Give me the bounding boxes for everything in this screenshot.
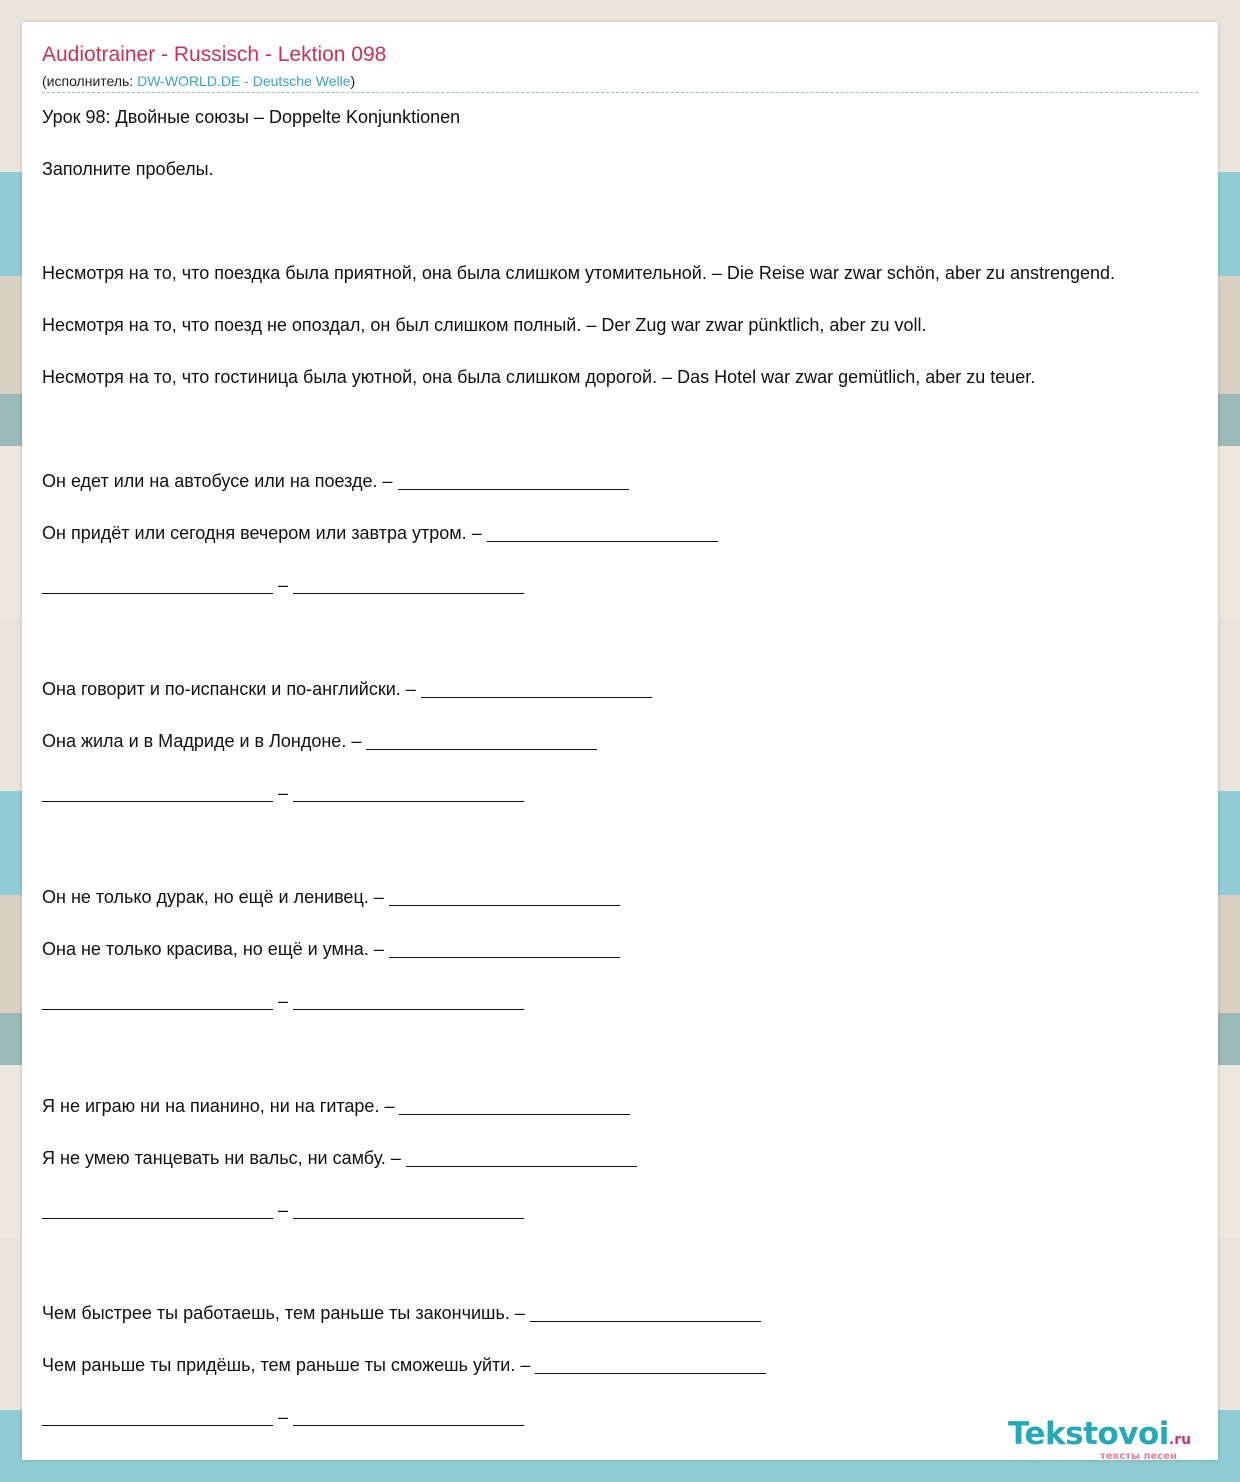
exercise-item xyxy=(42,938,620,960)
exercise-item xyxy=(42,1095,630,1117)
exercise-text: Он придёт или сегодня вечером или завтра утром. – xyxy=(42,523,482,543)
exercise-item xyxy=(42,1354,766,1376)
answer-blank xyxy=(535,1373,766,1374)
artist-byline xyxy=(42,73,355,89)
answer-blank xyxy=(293,593,524,594)
pair-separator: – xyxy=(278,783,289,803)
answer-blank xyxy=(42,593,273,594)
exercise-item xyxy=(42,522,718,544)
logo-brand: Tekstovoi xyxy=(1008,1416,1169,1452)
exercise-text: Чем раньше ты придёшь, тем раньше ты сможешь уйти. – xyxy=(42,1355,531,1375)
exercise-text: Она говорит и по-испански и по-английски. – xyxy=(42,679,416,699)
page-title: Audiotrainer - Russisch - Lektion 098 xyxy=(42,43,387,66)
example-sentence: Несмотря на то, что гостиница была уютной, она была слишком дорогой. – Das Hotel war zwar gemütlich, aber zu teuer. xyxy=(42,367,1036,387)
answer-blank xyxy=(487,541,718,542)
answer-blank xyxy=(389,905,620,906)
site-logo[interactable] xyxy=(1008,1416,1192,1462)
answer-blank xyxy=(398,489,629,490)
blank-pair xyxy=(42,1406,524,1428)
logo-tagline: тексты песен xyxy=(1100,1451,1177,1462)
answer-blank xyxy=(530,1321,761,1322)
example-sentence: Несмотря на то, что поезд не опоздал, он был слишком полный. – Der Zug war zwar pünktlich, aber zu voll. xyxy=(42,315,927,335)
lesson-title: Урок 98: Двойные союзы – Doppelte Konjunktionen xyxy=(42,107,461,127)
blank-pair xyxy=(42,574,524,596)
answer-blank xyxy=(42,1009,273,1010)
exercise-text: Чем быстрее ты работаешь, тем раньше ты закончишь. – xyxy=(42,1303,525,1323)
answer-blank xyxy=(42,801,273,802)
answer-blank xyxy=(42,1218,273,1219)
answer-blank xyxy=(293,801,524,802)
blank-pair xyxy=(42,782,524,804)
pair-separator: – xyxy=(278,575,289,595)
instruction-text: Заполните пробелы. xyxy=(42,159,214,179)
exercise-item xyxy=(42,730,597,752)
answer-blank xyxy=(293,1425,524,1426)
exercise-text: Он едет или на автобусе или на поезде. – xyxy=(42,471,393,491)
exercise-item xyxy=(42,1147,637,1169)
exercise-item xyxy=(42,678,652,700)
exercise-item xyxy=(42,1302,761,1324)
header-divider xyxy=(42,92,1198,93)
answer-blank xyxy=(421,697,652,698)
answer-blank xyxy=(399,1114,630,1115)
exercise-text: Она жила и в Мадриде и в Лондоне. – xyxy=(42,731,362,751)
answer-blank xyxy=(389,957,620,958)
exercise-item xyxy=(42,470,629,492)
byline-suffix: ) xyxy=(350,73,356,89)
example-sentence: Несмотря на то, что поездка была приятной, она была слишком утомительной. – Die Reise war zwar schön, aber zu anstrengend. xyxy=(42,263,1116,283)
logo-tld: .ru xyxy=(1168,1432,1192,1448)
exercise-text: Я не играю ни на пианино, ни на гитаре. – xyxy=(42,1096,395,1116)
exercise-item xyxy=(42,886,620,908)
exercise-text: Он не только дурак, но ещё и ленивец. – xyxy=(42,887,384,907)
answer-blank xyxy=(366,749,597,750)
answer-blank xyxy=(42,1425,273,1426)
byline-prefix: (исполнитель: xyxy=(42,73,138,89)
exercise-text: Я не умею танцевать ни вальс, ни самбу. – xyxy=(42,1148,401,1168)
answer-blank xyxy=(293,1009,524,1010)
exercise-text: Она не только красива, но ещё и умна. – xyxy=(42,939,384,959)
pair-separator: – xyxy=(278,1407,289,1427)
answer-blank xyxy=(406,1166,637,1167)
blank-pair xyxy=(42,990,524,1012)
pair-separator: – xyxy=(278,991,289,1011)
blank-pair xyxy=(42,1199,524,1221)
artist-link[interactable]: DW-WORLD.DE - Deutsche Welle xyxy=(137,73,351,89)
answer-blank xyxy=(293,1218,524,1219)
pair-separator: – xyxy=(278,1200,289,1220)
